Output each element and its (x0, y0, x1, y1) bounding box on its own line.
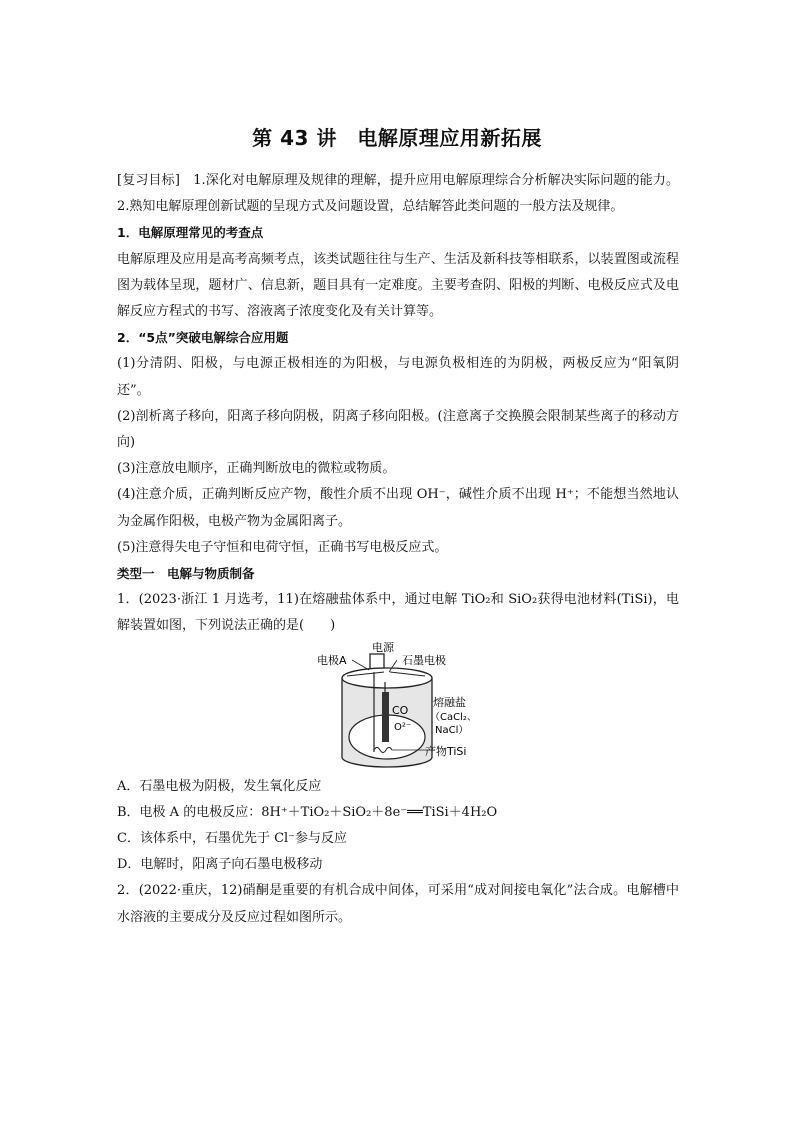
co-label: CO (392, 703, 409, 717)
section2-point-5: (5)注意得失电子守恒和电荷守恒，正确书写电极反应式。 (117, 539, 448, 555)
electrolysis-diagram (117, 642, 679, 772)
content-body (117, 168, 679, 931)
q1-option-c: C．该体系中，石墨优先于 Cl⁻参与反应 (117, 831, 348, 847)
salt-formula-label-2: NaCl） (435, 724, 469, 736)
salt-formula-label: （CaCl₂、 (430, 711, 477, 723)
q1-stem: 1．(2023·浙江 1 月选考，11)在熔融盐体系中，通过电解 TiO₂和 SiO₂获得电池材料(TiSi)，电解装置如图，下列说法正确的是( ) (117, 592, 679, 634)
section2-point-4: (4)注意介质，正确判断反应产物，酸性介质不出现 OH⁻，碱性介质不出现 H⁺；不能想当然地认为金属作阳极，电极产物为金属阳离子。 (117, 487, 679, 529)
electrode-a-label: 电极A (317, 653, 347, 667)
electrolyzer-top (342, 668, 432, 688)
page-title: 第 43 讲 电解原理应用新拓展 (252, 126, 542, 150)
electrode-a-leader (352, 660, 369, 670)
section2-heading: 2．“5点”突破电解综合应用题 (117, 330, 289, 346)
q1-option-d: D．电解时，阳离子向石墨电极移动 (117, 857, 323, 873)
power-label: 电源 (372, 641, 394, 654)
section2-point-1: (1)分清阴、阳极，与电源正极相连的为阳极，与电源负极相连的为阴极，两极反应为“阳氧阴还”。 (117, 356, 679, 398)
section2-point-2: (2)剖析离子移向，阳离子移向阴极，阴离子移向阳极。(注意离子交换膜会限制某些离子的移动方向) (117, 408, 679, 451)
product-label: 产物TiSi (425, 744, 467, 758)
review-goal: [复习目标] 1.深化对电解原理及规律的理解，提升应用电解原理综合分析解决实际问题的能力。2.熟知电解原理创新试题的呈现方式及问题设置，总结解答此类问题的一般方法及规律。 (117, 173, 679, 215)
o2-label: O²⁻ (394, 721, 412, 733)
section1-body: 电解原理及应用是高考高频考点，该类试题往往与生产、生活及新科技等相联系，以装置图或流程图为载体呈现，题材广、信息新，题目具有一定难度。主要考查阴、阳极的判断、电极反应式及电解反应方程式的书写、溶液离子浓度变化及有关计算等。 (117, 251, 679, 320)
graphite-label: 石墨电极 (402, 653, 446, 667)
type1-heading: 类型一 电解与物质制备 (117, 566, 255, 582)
q1-option-b: B．电极 A 的电极反应：8H⁺＋TiO₂＋SiO₂＋8e⁻══TiSi＋4H₂O (117, 804, 498, 820)
graphite-electrode (382, 692, 389, 742)
section2-point-3: (3)注意放电顺序，正确判断放电的微粒或物质。 (117, 461, 396, 477)
q1-option-a: A．石墨电极为阴极，发生氧化反应 (117, 778, 322, 794)
molten-salt-label: 熔融盐 (433, 695, 466, 709)
q2-stem: 2．(2022·重庆，12)硝酮是重要的有机合成中间体，可采用“成对间接电氧化”法合成。电解槽中水溶液的主要成分及反应过程如图所示。 (117, 883, 679, 925)
electrolysis-diagram-svg (317, 642, 487, 772)
section1-heading: 1．电解原理常见的考查点 (117, 225, 264, 241)
